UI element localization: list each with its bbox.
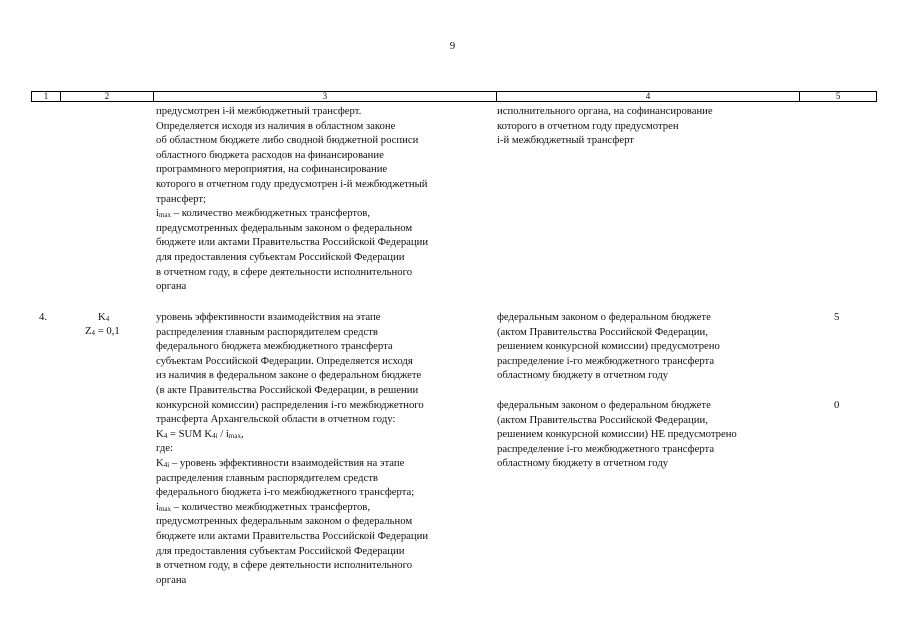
row-number: 4. — [39, 311, 48, 323]
criterion-text: федеральным законом о федеральном бюджете (актом Правительства Российской Федерации, решением конкурсной комиссии) предусмотрено распределение i-го межбюджетного трансферта областному бюджету в отчетном году — [497, 311, 720, 382]
page-number: 9 — [449, 40, 456, 52]
header-col-4: 4 — [497, 92, 800, 101]
indicator-weight: $Z_4 = 0,1$ — [85, 325, 120, 337]
header-col-5: 5 — [835, 91, 841, 101]
table-header — [31, 91, 877, 102]
criterion-text: федеральным законом о федеральном бюджете (актом Правительства Российской Федерации, решением конкурсной комиссии) НЕ предусмотрено распределение i-го межбюджетного трансферта областному бюджету в отчетном году — [497, 399, 737, 470]
criterion-score: 5 — [834, 311, 840, 323]
criterion-score: 0 — [834, 399, 840, 411]
indicator-name: $K_4$ — [98, 311, 110, 323]
indicator-description: уровень эффективности взаимодействия на этапе распределения главным распорядителем средств федерального бюджета межбюджетного трансферта субъектам Российской Федерации. Определяется исходя из наличия в федеральном законе о федеральном бюджете (в акте Правительства Российской Федерации, в решении конкурсной комиссии) распределения i-го межбюджетного трансферта Архангельской области в отчетном году: $K_4$ = SUM $K_{4i} / i_{max}$, где: $K_{4i}$ – уровень эффективности взаимодействия на этапе распределения главным распорядителем средств федерального бюджета i-го межбюджетного трансферта; $i_{max}$ – количество межбюджетных трансфертов, предусмотренных федеральным законом о федеральном бюджете или актами Правительства Российской Федерации для предоставления субъектам Российской Федерации в отчетном году, в сфере деятельности исполнительного органа — [156, 311, 429, 586]
header-col-3: 3 — [154, 92, 497, 101]
continued-description: предусмотрен i-й межбюджетный трансферт. Определяется исходя из наличия в областном законе об областном бюджете либо сводной бюджетной росписи областного бюджета расходов на финансирование программного мероприятия, на софинансирование которого в отчетном году предусмотрен i-й межбюджетный трансферт; $i_{max}$ – количество межбюджетных трансфертов, предусмотренных федеральным законом о федеральном бюджете или актами Правительства Российской Федерации для предоставления субъектам Российской Федерации в отчетном году, в сфере деятельности исполнительного органа — [156, 105, 429, 293]
header-col-2: 2 — [61, 92, 154, 101]
continued-criteria: исполнительного органа, на софинансирование которого в отчетном году предусмотрен i-й межбюджетный трансферт — [497, 105, 713, 147]
header-col-1: 1 — [32, 92, 61, 101]
